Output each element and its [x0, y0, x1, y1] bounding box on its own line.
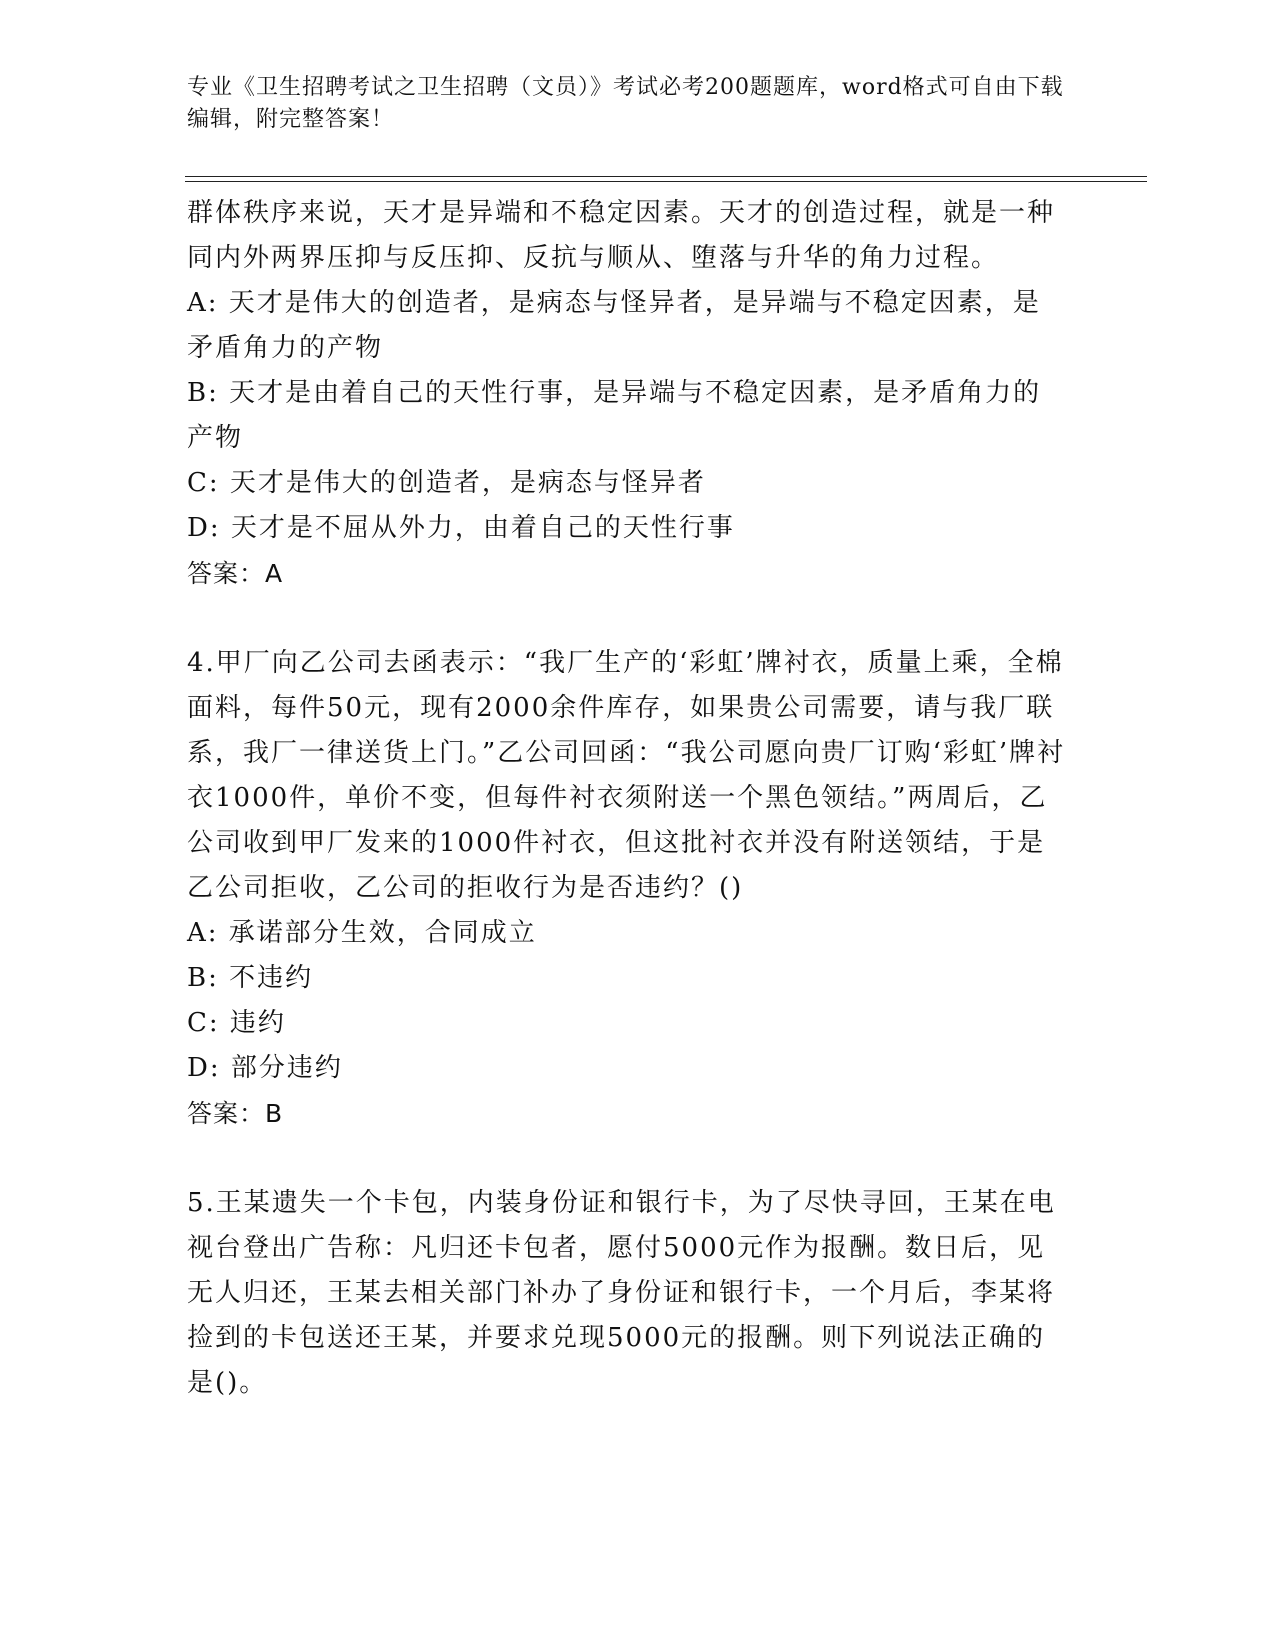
question-3-continuation: 群体秩序来说，天才是异端和不稳定因素。天才的创造过程，就是一种同内外两界压抑与反压抑、反抗与顺从、堕落与升华的角力过程。: [187, 198, 1056, 273]
question-4-option-d: D: 部分违约: [187, 1053, 343, 1083]
spacer: [187, 596, 1067, 641]
question-5-stem: 5.王某遗失一个卡包，内装身份证和银行卡，为了尽快寻回，王某在电视台登出广告称：凡归还卡包者，愿付5000元作为报酬。数日后，见无人归还，王某去相关部门补办了身份证和银行卡，一个月后，李某将捡到的卡包送还王某，并要求兑现5000元的报酬。则下列说法正确的是()。: [187, 1188, 1056, 1398]
header-rule-bottom: [185, 181, 1147, 182]
header-rule-top: [185, 176, 1147, 177]
question-3-option-b: B: 天才是由着自己的天性行事，是异端与不稳定因素，是矛盾角力的产物: [187, 378, 1042, 453]
question-3: [187, 191, 1067, 596]
question-4: [187, 641, 1067, 1136]
question-4-option-a: A: 承诺部分生效，合同成立: [187, 918, 537, 948]
question-3-option-d: D: 天才是不屈从外力，由着自己的天性行事: [187, 513, 735, 543]
question-4-stem: 4.甲厂向乙公司去函表示：“我厂生产的‘彩虹’牌衬衣，质量上乘，全棉面料，每件50元，现有2000余件库存，如果贵公司需要，请与我厂联系，我厂一律送货上门。”乙公司回函：“我公司愿向贵厂订购‘彩虹’牌衬衣1000件，单价不变，但每件衬衣须附送一个黑色领结。”两周后，乙公司收到甲厂发来的1000件衬衣，但这批衬衣并没有附送领结，于是乙公司拒收，乙公司的拒收行为是否违约？(): [187, 648, 1066, 903]
question-3-option-a: A: 天才是伟大的创造者，是病态与怪异者，是异端与不稳定因素，是矛盾角力的产物: [187, 288, 1041, 363]
question-3-option-c: C: 天才是伟大的创造者，是病态与怪异者: [187, 468, 706, 498]
question-5: [187, 1181, 1067, 1406]
document-body: [187, 191, 1067, 1406]
question-4-option-b: B: 不违约: [187, 963, 314, 993]
question-3-answer: 答案：A: [187, 559, 284, 588]
document-header: 专业《卫生招聘考试之卫生招聘（文员）》考试必考200题题库，word格式可自由下载编辑，附完整答案！: [187, 75, 1064, 132]
question-4-option-c: C: 违约: [187, 1008, 286, 1038]
spacer: [187, 1136, 1067, 1181]
question-4-answer: 答案：B: [187, 1099, 284, 1128]
